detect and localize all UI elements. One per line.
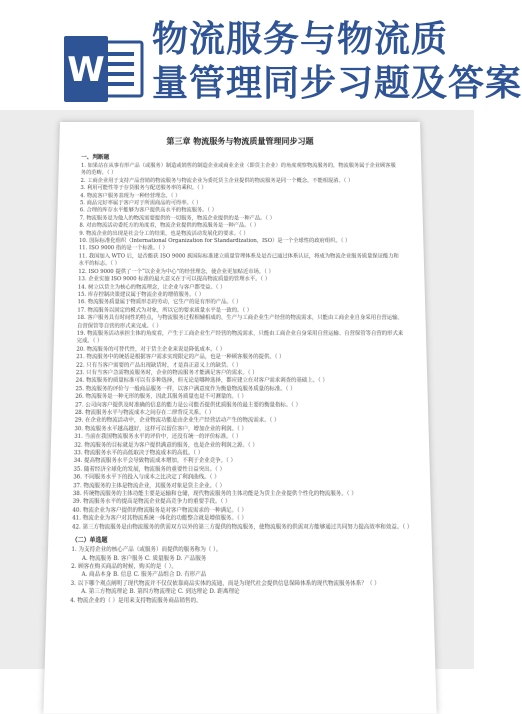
page-title-line-2: 量管理同步习题及答案 — [152, 63, 522, 104]
question-item: 24. 物流服务的质量标准可以有多种选择，但无论是哪种选择，都应建立在对客户需求调查的基础上。（ ） — [75, 377, 328, 385]
question-item: 19. 物流服务活动承担主体的角度看，产生于工商企业生产经营的物流需求，只能由工商企业自身采用自营运输、自营保管等自营的形式来完成。（ ） — [76, 330, 404, 345]
question-item: 14. 树立以货主为核心的物流理念，让企业与客户都受益。（ ） — [77, 283, 226, 291]
choice-options: A. 第三方物流理论 B. 第四方物流理论 C. 到达理论 D. 距离理论 — [81, 588, 240, 596]
question-item: 13. 企业实施 ISO 9000 标准的最大意义在于可以提高物流质量的管理水平。（ ） — [78, 276, 271, 283]
choice-question: 2. 顾客在购买商品的时候，购买的是（ ）。 — [70, 563, 177, 571]
question-item: 3. 利用可能性等于存货服务与配送服务率的乘积。（ ） — [80, 185, 207, 192]
question-item: 33. 物流服务水平的高低取决于物流成本的高低。（ ） — [73, 449, 204, 457]
question-item: 2. 工商企业用于支持产品营销的物流服务与物流企业为委托货主企业提供的物流服务是同一个概念，不能相混淆。（ ） — [80, 177, 354, 184]
question-item: 25. 物流服务的评价与一般商品服务一样，以客户满意度作为衡量物流服务质量的标准。（ ） — [75, 385, 296, 393]
question-item: 37. 物流服务的主体是物流企业，其服务对象是货主企业。（ ） — [72, 482, 226, 490]
question-item: 28. 物流服务水平与物流成本之间存在二律背反关系。（ ） — [74, 409, 215, 417]
question-item: 22. 只有当客户需要的产品出现缺货时，才是真正意义上的缺货。（ ） — [75, 361, 242, 369]
question-item: 21. 物流服务中的统括是根据客户需求实现限定的产品，也是一种顾客服务的提供。（ ） — [76, 354, 285, 361]
question-item: 18. 客户服务具有时间性的特点，与物流服务过程相辅相成的，生产与工商企业生产经营的物流需求，只能由工商企业自身采用自营运输、自营保管等自营的形式来完成。（ ） — [76, 314, 403, 330]
word-icon — [62, 36, 146, 102]
choice-options: A. 物流服务 B. 客户服务 C. 质量服务 D. 产品服务 — [81, 554, 207, 562]
question-item: 42. 第三方物流服务是由物流服务的供需双方以外的第三方提供的物流服务，使物流服务的供需双方能够通过共同努力提高效率和效益。（ ） — [71, 523, 413, 531]
question-item: 8. 对由物流活动委托方的角度看，物流企业提供的物流服务是一种产品。（ ） — [79, 222, 260, 229]
question-item: 17. 物流服务以固定的模式为对象，所以它的要求质量水平是一致的。（ ） — [77, 307, 253, 314]
question-item: 23. 只有当客户急需物流服务时，企业的物流服务才能满足客户的需求。（ ） — [75, 369, 258, 377]
question-item: 1. 如果站在从事有形产品（或服务）制造或销售的制造企业或商业企业（即货主企业）的角度观察物流服务的，物流服务属于企业顾客服务的范畴。（ ） — [80, 162, 396, 177]
question-item: 26. 物流服务是一种无形的服务，因此其服务质量也是不可测量的。（ ） — [75, 393, 247, 401]
question-item: 15. 库存控制决策建议属于物流企业的增值服务。（ ） — [77, 291, 205, 298]
question-item: 10. 国际标准化组织（International Organization for Standardization，ISO）是一个全球性的政府组织。（ ） — [78, 238, 351, 245]
page-title — [152, 18, 522, 106]
question-item: 5. 商品完好率属于客户对于所需商品的可得率。（ ） — [79, 200, 202, 207]
question-item: 34. 提高物流服务水平会导致物流成本增加，不利于企业竞争。（ ） — [73, 458, 237, 465]
true-false-list — [71, 162, 413, 532]
header-banner — [0, 0, 522, 118]
document-title: 第三章 物流服务与物流质量管理同步习题 — [166, 136, 314, 146]
page-title-line-1: 物流服务与物流质 — [152, 19, 449, 60]
choice-question: 1. 为支持企业的核心产品（或服务）而提供的服务称为（ ）。 — [71, 546, 222, 554]
question-item: 41. 物流企业为客户对其物流系统一体化的功能整合就是增值服务。（ ） — [72, 515, 247, 523]
section-heading-true-false: 一、判断题 — [81, 154, 110, 161]
question-item: 27. 公司向客户提供及时准确的信息的能力是公司能否提供优质服务的最主要的衡量指标。（ ） — [74, 401, 302, 409]
choice-options: A. 商品本身 B. 信息 C. 服务产品组合 D. 有形产品 — [81, 571, 207, 579]
question-item: 20. 物流服务的可替代性，对于货主企业来说是降低成本。（ ） — [76, 346, 226, 353]
question-item: 29. 在企业的物流活动中，企业物流功能是由企业生产经营活动产生的物流需求。（ ） — [74, 417, 280, 425]
single-choice-list — [70, 547, 410, 606]
question-item: 12. ISO 9000 提供了一个“以企业为中心”的经营理念，使企业更加贴近市场。（ ） — [78, 268, 274, 275]
question-item: 40. 物流企业为客户提供的物流服务是对客户物流需求的一种满足。（ ） — [72, 507, 247, 514]
choice-question: 3. 以下哪个观点阐明了现代物流并不仅仅依靠商品实体的流通，而是为现代社会提供信息保障体系的现代物流服务体系？（ ） — [70, 580, 380, 587]
choice-question: 4. 物流企业的（ ）是用来支持物流服务商品销售的。 — [70, 596, 202, 604]
question-item: 35. 随着经济全球化的发展，物流服务的重要性日益突出。（ ） — [73, 466, 226, 473]
question-item: 38. 传统物流服务的主体功能主要是运输和仓储，现代物流服务的主体功能是为货主企业提供个性化的物流服务。（ ） — [72, 490, 357, 498]
question-item: 11. 我国加入 WTO 后，是否能获 ISO 9000 族国际标准建立质量管理体系及是否已通过体系认证，将成为物流企业服务质量保证能力和水平的标志。（ ） — [78, 253, 399, 268]
question-item: 4. 物流客户服务表现为一种经营理念。（ ） — [80, 192, 181, 199]
document-page — [43, 122, 436, 714]
section-heading-single-choice: （二）单选题 — [71, 537, 108, 545]
word-icon-letter: W — [67, 50, 105, 90]
question-item: 30. 物流服务水平越高越好，这样可以留住客户，增加企业的利润。（ ） — [74, 425, 247, 433]
question-item: 7. 物流服务是为他人的物流需要提供的一切服务，物流企业提供的是一种产品。（ ） — [79, 215, 275, 222]
question-item: 6. 合理的库存水平能够为客户提供高水平的物流服务。（ ） — [79, 207, 218, 214]
question-item: 32. 物流服务的目标就是为客户提供满意的服务，也是企业的利润之源。（ ） — [73, 441, 258, 449]
question-item: 16. 物流服务质量属于物质形态的劳动，它生产的是有形的产品。（ ） — [77, 299, 242, 306]
question-item: 36. 不同服务水平下的投入与成本之比决定了利润曲线。（ ） — [73, 474, 220, 481]
question-item: 11. ISO 9000 指的是一个标准。（ ） — [78, 245, 168, 252]
question-item: 31. 当前在我国物流服务水平的评价中，还没有统一的评价标准。（ ） — [74, 433, 242, 441]
question-item: 9. 物流企业的出现是社会分工的结果，也是物流活动发展化的要求。（ ） — [79, 230, 249, 237]
question-item: 39. 物流服务水平的提高是物流企业提高竞争力的重要手段。（ ） — [72, 498, 231, 506]
